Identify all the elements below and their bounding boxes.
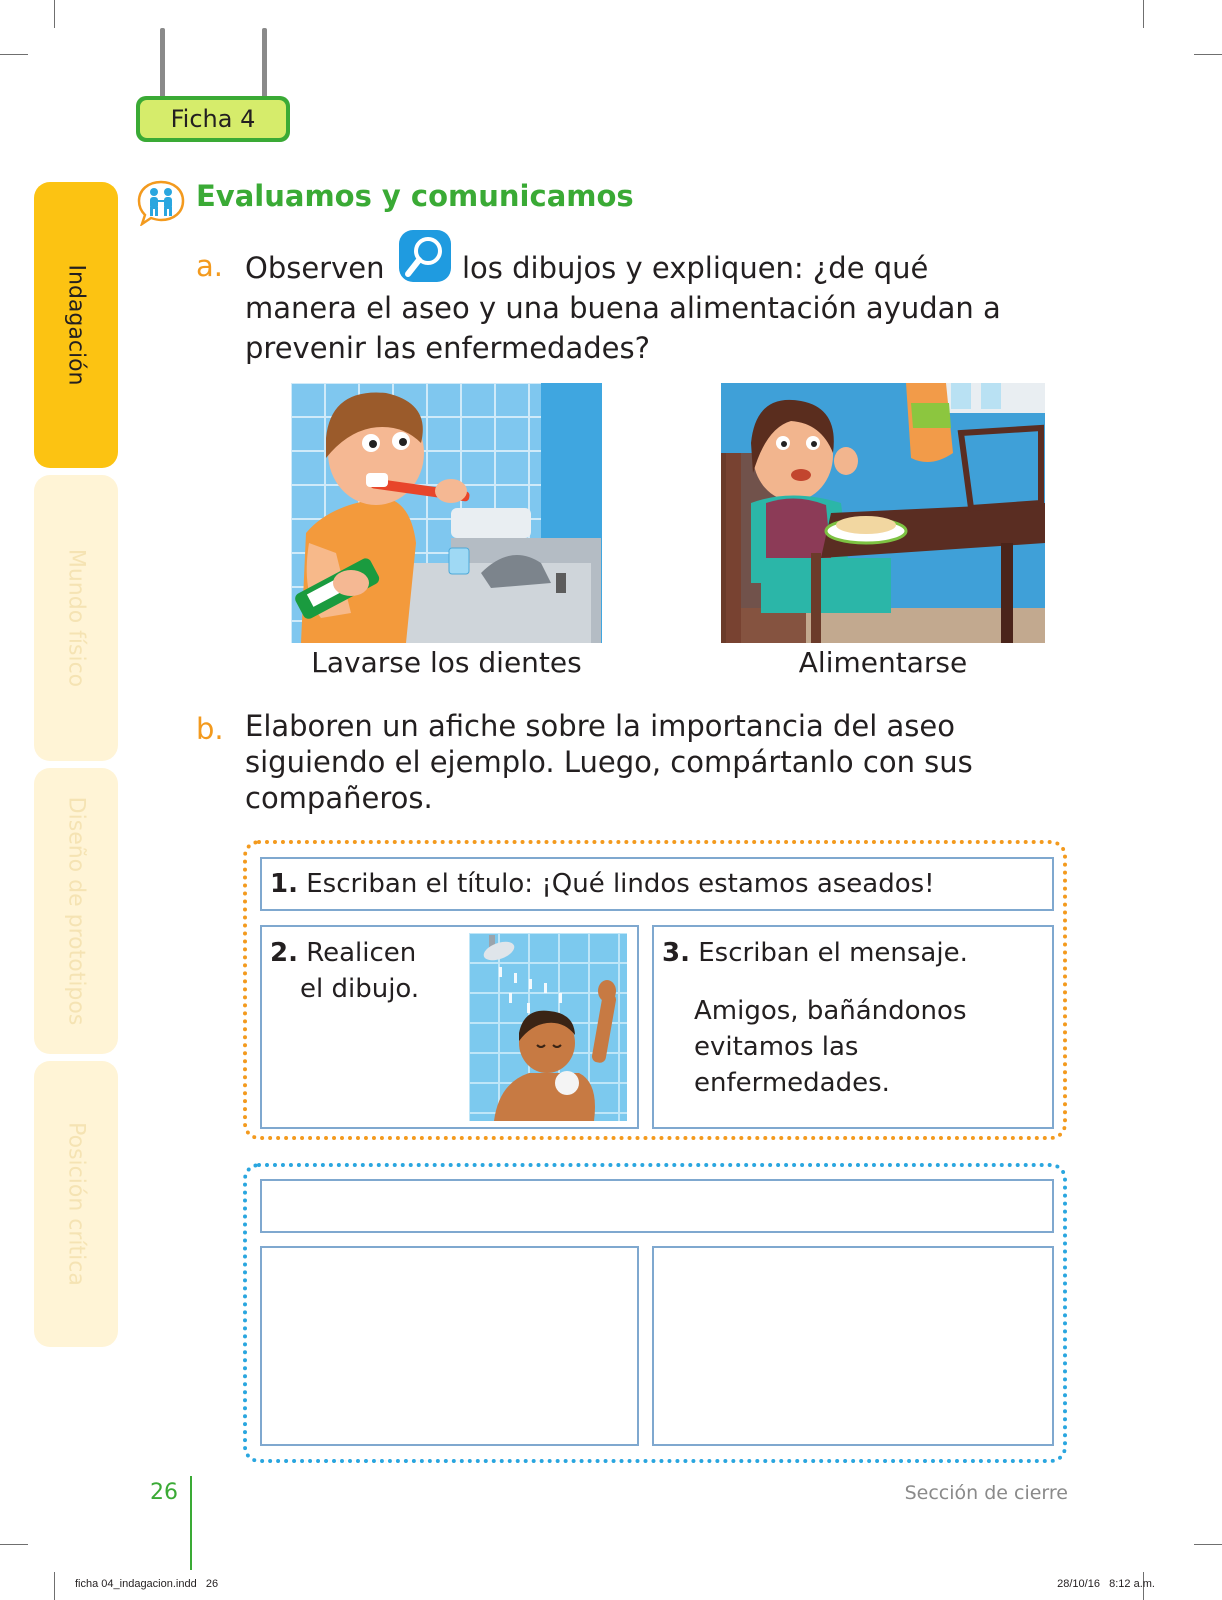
page-number: 26 bbox=[150, 1480, 178, 1505]
message-line-1: Amigos, bañándonos bbox=[694, 996, 967, 1026]
tab-diseno-prototipos[interactable] bbox=[34, 768, 118, 1054]
student-drawing-box[interactable] bbox=[260, 1246, 639, 1446]
item-3-text: Escriban el mensaje. bbox=[698, 938, 968, 968]
message-line-3: enfermedades. bbox=[694, 1068, 890, 1098]
tab-label: Diseño de prototipos bbox=[63, 796, 89, 1026]
boy-showering-illustration bbox=[469, 933, 627, 1121]
boy-brushing-teeth-illustration bbox=[291, 383, 602, 643]
example-message-box bbox=[652, 925, 1054, 1129]
tag-hanger-left bbox=[160, 28, 165, 104]
magnifier-icon bbox=[397, 228, 453, 284]
item-1-text: Escriban el título: ¡Qué lindos estamos aseados! bbox=[306, 869, 935, 899]
question-a-letter: a. bbox=[196, 249, 223, 283]
question-a-text-1: Observen bbox=[245, 251, 385, 285]
slug-right: 28/10/16 8:12 a.m. bbox=[1057, 1578, 1155, 1590]
ficha-tag bbox=[136, 96, 290, 142]
tab-label: Mundo físico bbox=[63, 548, 89, 688]
crop-mark bbox=[0, 1544, 28, 1545]
question-b-line-2: siguiendo el ejemplo. Luego, compártanlo con sus bbox=[245, 745, 973, 779]
tab-indagacion[interactable] bbox=[34, 182, 118, 468]
question-b-letter: b. bbox=[196, 712, 224, 746]
girl-eating-illustration bbox=[721, 383, 1045, 643]
message-line-2: evitamos las bbox=[694, 1032, 859, 1062]
tab-label: Posición crítica bbox=[63, 1122, 89, 1286]
caption-brushing: Lavarse los dientes bbox=[311, 646, 582, 679]
caption-eating: Alimentarse bbox=[798, 646, 968, 679]
question-a-line-3: prevenir las enfermedades? bbox=[245, 331, 650, 365]
slug-left: ficha 04_indagacion.indd 26 bbox=[75, 1578, 219, 1590]
tab-mundo-fisico[interactable] bbox=[34, 475, 118, 761]
item-2-line-1: Realicen bbox=[306, 938, 417, 968]
people-speech-icon bbox=[136, 180, 186, 226]
ficha-label: Ficha 4 bbox=[140, 100, 286, 138]
question-b-line-3: compañeros. bbox=[245, 781, 433, 815]
student-message-box[interactable] bbox=[652, 1246, 1054, 1446]
crop-mark bbox=[0, 54, 28, 55]
example-drawing-box bbox=[260, 925, 639, 1129]
crop-mark bbox=[1194, 54, 1222, 55]
example-title-box bbox=[260, 857, 1054, 911]
tab-label: Indagación bbox=[63, 264, 89, 386]
crop-mark bbox=[54, 0, 55, 28]
student-title-box[interactable] bbox=[260, 1179, 1054, 1233]
tag-hanger-right bbox=[262, 28, 267, 104]
section-name: Sección de cierre bbox=[904, 1482, 1068, 1504]
crop-mark bbox=[54, 1572, 55, 1600]
question-a-line-2: manera el aseo y una buena alimentación ayudan a bbox=[245, 291, 1001, 325]
question-a-text-2: los dibujos y expliquen: ¿de qué bbox=[462, 251, 929, 285]
item-1-number: 1. bbox=[270, 869, 298, 899]
item-3-number: 3. bbox=[662, 938, 690, 968]
item-2-number: 2. bbox=[270, 938, 298, 968]
section-title: Evaluamos y comunicamos bbox=[196, 179, 634, 213]
footer-divider bbox=[190, 1476, 192, 1570]
crop-mark bbox=[1194, 1544, 1222, 1545]
tab-posicion-critica[interactable] bbox=[34, 1061, 118, 1347]
question-b-line-1: Elaboren un afiche sobre la importancia del aseo bbox=[245, 709, 955, 743]
item-2-line-2: el dibujo. bbox=[300, 974, 420, 1004]
crop-mark bbox=[1143, 0, 1144, 28]
